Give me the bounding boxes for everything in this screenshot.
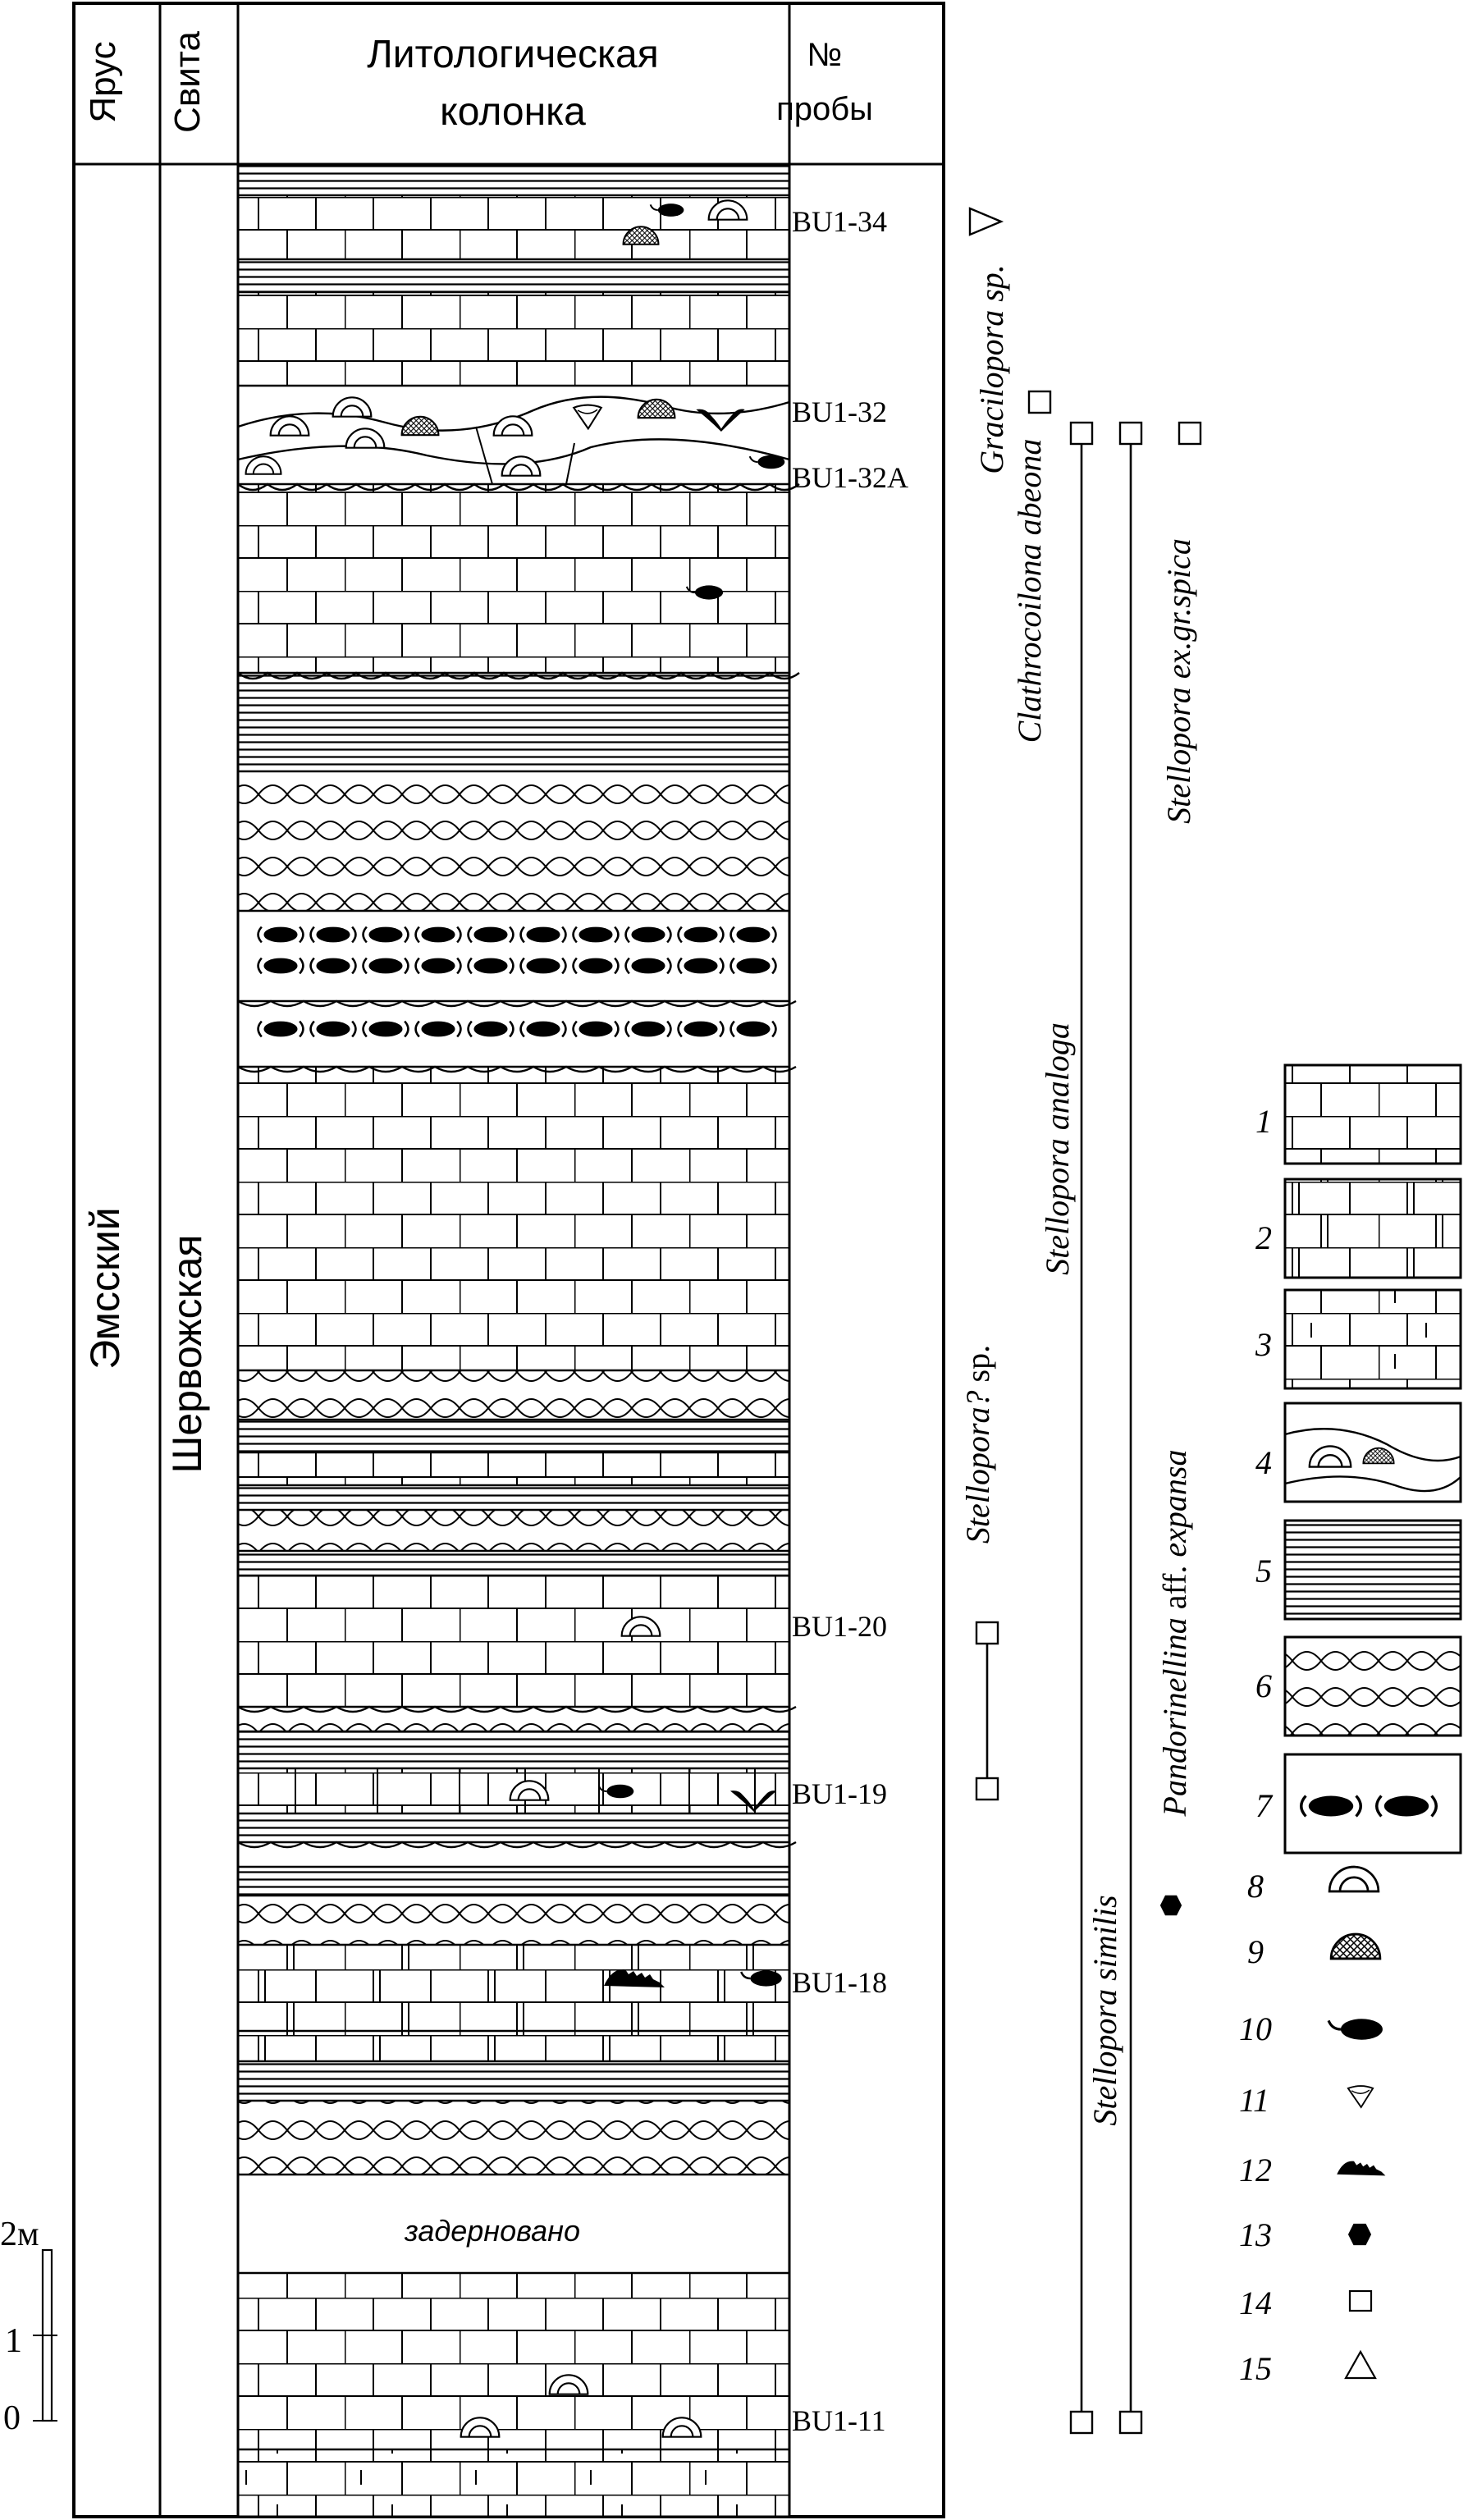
marker-clathrocoilona-square: [1029, 391, 1050, 413]
layer-nodular-24: [238, 1896, 789, 1945]
layer-laminated-21: [238, 1813, 789, 1842]
layer-nodular-15: [238, 1510, 789, 1551]
layer-laminated-23: [238, 1867, 789, 1896]
legend-number-6: 6: [1255, 1667, 1272, 1704]
layer-limestone-30: [238, 2273, 789, 2449]
marker-pandorinellina-hexagon: [1160, 1896, 1182, 1916]
legend-14-square: [1350, 2291, 1371, 2311]
legend-box-2: [1285, 1179, 1461, 1278]
header-sample-line2: пробы: [776, 91, 873, 127]
layer-laminated-top: [238, 164, 789, 195]
layer-laminated-12: [238, 1420, 789, 1452]
sample-label-bu1-32a: BU1-32A: [792, 461, 908, 494]
legend-number-4: 4: [1255, 1444, 1272, 1481]
layer-nodular-7: [238, 771, 789, 911]
legend-box-3: [1285, 1290, 1461, 1388]
suite-name: Шервожская: [164, 1234, 210, 1474]
covered-label: задерновано: [405, 2214, 580, 2248]
layer-nodular-11: [238, 1370, 789, 1420]
legend-8-brachiopod: [1329, 1867, 1379, 1891]
legend-12-fragment: [1337, 2161, 1385, 2176]
taxon-pandorinellina-label: Pandorinellina aff. expansa: [1156, 1449, 1193, 1817]
legend-number-14: 14: [1239, 2284, 1272, 2321]
marker-stell-sp-bottom: [976, 1778, 998, 1800]
legend: [1285, 1065, 1461, 2378]
layer-laminated-27: [238, 2061, 789, 2101]
marker-gracilopora-triangle: [970, 208, 1001, 235]
layer-limestone-5: [238, 484, 789, 673]
taxon-stellopora-sp-label: Stellopora? sp.: [959, 1344, 996, 1544]
legend-number-13: 13: [1239, 2216, 1272, 2253]
legend-13-hexagon: [1348, 2224, 1371, 2245]
taxon-stellopora-similis-label: Stellopora similis: [1086, 1895, 1123, 2126]
header-stage: Ярус: [83, 41, 123, 123]
marker-spica-square: [1179, 423, 1200, 444]
legend-box-5: [1285, 1521, 1461, 1619]
layer-nodular-28: [238, 2101, 789, 2175]
layer-limestone-dolomitic-31: [238, 2449, 789, 2517]
legend-number-15: 15: [1239, 2350, 1272, 2387]
layer-nodule-rows-8: [238, 911, 789, 1001]
taxon-gracilopora-label: Gracilopora sp.: [973, 264, 1010, 474]
scale-label-0: 0: [3, 2399, 21, 2437]
layer-laminated-6: [238, 673, 789, 771]
layer-limestone-13: [238, 1452, 789, 1485]
layer-limestone-1: [238, 195, 789, 259]
stage-name: Эмсский: [82, 1207, 128, 1370]
scale-label-1: 1: [5, 2322, 22, 2360]
sample-label-bu1-20: BU1-20: [792, 1610, 887, 1643]
legend-number-8: 8: [1247, 1868, 1264, 1905]
layer-laminated-16: [238, 1551, 789, 1576]
legend-box-6: [1285, 1637, 1461, 1736]
legend-11-coral: [1348, 2086, 1373, 2107]
scale-label-2m: 2м: [0, 2216, 39, 2253]
sample-label-bu1-19: BU1-19: [792, 1777, 887, 1810]
layer-limestone-17: [238, 1576, 789, 1707]
header-sample-line1: №: [807, 37, 843, 73]
legend-number-10: 10: [1239, 2010, 1272, 2047]
header-lithology-line2: колонка: [440, 90, 586, 134]
legend-number-9: 9: [1247, 1933, 1264, 1970]
taxon-stellopora-spica-label: Stellopora ex.gr.spica: [1160, 538, 1197, 824]
sample-label-bu1-32: BU1-32: [792, 396, 887, 428]
taxon-stellopora-analoga-label: Stellopora analoga: [1039, 1022, 1076, 1275]
legend-box-1: [1285, 1065, 1461, 1164]
legend-number-11: 11: [1239, 2082, 1270, 2119]
marker-analoga-top: [1071, 423, 1092, 444]
layer-limestone-cracked-25: [238, 1945, 789, 2031]
sample-label-bu1-34: BU1-34: [792, 205, 887, 238]
layer-limestone-10: [238, 1067, 789, 1370]
layer-laminated-14: [238, 1485, 789, 1510]
legend-number-2: 2: [1255, 1219, 1272, 1256]
marker-analoga-bottom: [1071, 2412, 1092, 2433]
legend-number-12: 12: [1239, 2152, 1272, 2188]
sample-label-bu1-11: BU1-11: [792, 2404, 886, 2437]
legend-number-3: 3: [1255, 1326, 1272, 1363]
layer-limestone-3: [238, 292, 789, 386]
marker-similis-top: [1120, 423, 1141, 444]
legend-15-triangle: [1346, 2352, 1375, 2378]
legend-9-bryozoan: [1331, 1934, 1380, 1959]
legend-number-1: 1: [1255, 1103, 1272, 1140]
legend-number-7: 7: [1255, 1787, 1272, 1824]
sample-label-bu1-18: BU1-18: [792, 1966, 887, 1999]
layer-laminated-19: [238, 1731, 789, 1768]
lithology-layers: [238, 164, 799, 2517]
layer-limestone-cracked-26: [238, 2031, 789, 2061]
legend-10-crinoid: [1329, 2019, 1383, 2040]
header-lithology-line1: Литологическая: [367, 33, 659, 76]
marker-stell-sp-top: [976, 1622, 998, 1644]
legend-number-5: 5: [1255, 1553, 1272, 1589]
layer-laminated-2: [238, 259, 789, 292]
taxon-clathrocoilona-label: Clathrocoilona abeona: [1011, 438, 1048, 743]
header-suite: Свита: [167, 31, 208, 133]
marker-similis-bottom: [1120, 2412, 1141, 2433]
